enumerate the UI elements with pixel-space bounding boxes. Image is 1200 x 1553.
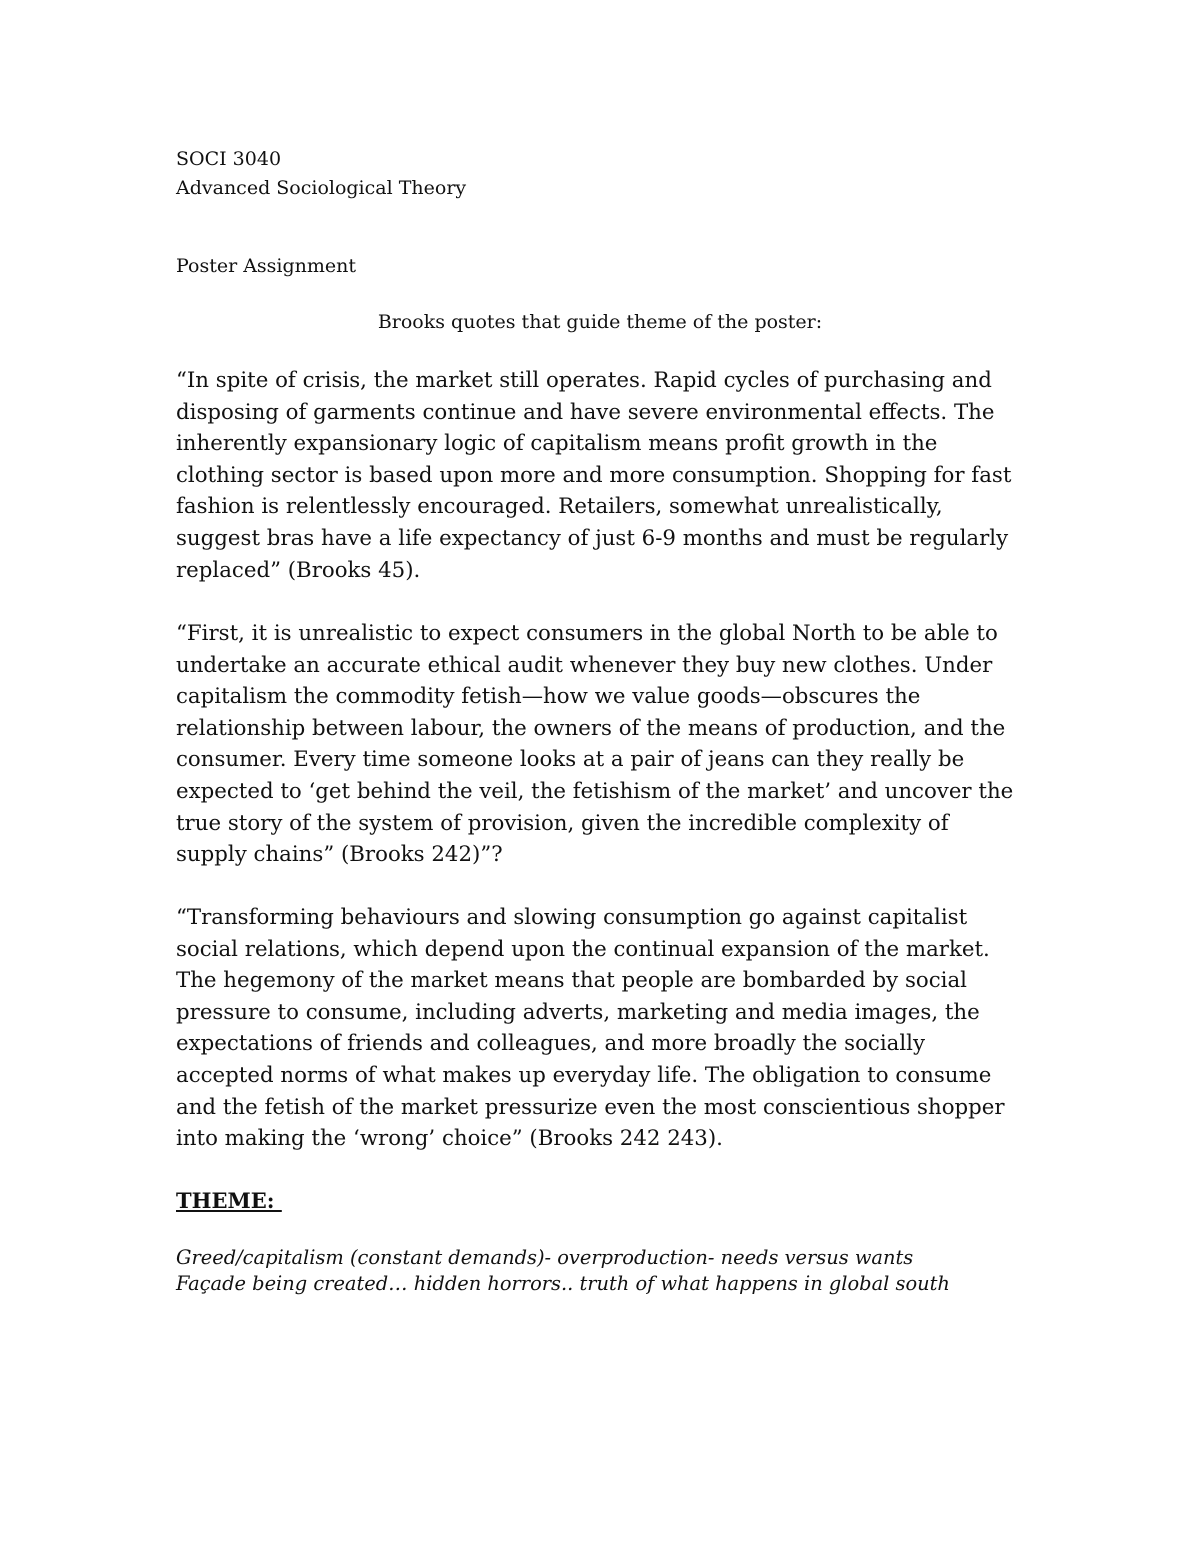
quotes-intro: Brooks quotes that guide theme of the poster: bbox=[377, 311, 823, 333]
theme-notes bbox=[176, 1245, 1036, 1297]
quote-line: supply chains” (Brooks 242)”? bbox=[176, 842, 503, 868]
course-code: SOCI 3040 bbox=[176, 148, 282, 170]
course-title: Advanced Sociological Theory bbox=[176, 177, 467, 199]
quote-line: inherently expansionary logic of capitalism means profit growth in the bbox=[176, 431, 938, 457]
quote-line: true story of the system of provision, given the incredible complexity of bbox=[176, 810, 949, 836]
quote-line: “In spite of crisis, the market still operates. Rapid cycles of purchasing and bbox=[176, 368, 992, 393]
quote-line: “Transforming behaviours and slowing consumption go against capitalist bbox=[176, 905, 968, 930]
quote-line: and the fetish of the market pressurize even the most conscientious shopper bbox=[176, 1094, 1005, 1120]
quote-line: into making the ‘wrong’ choice” (Brooks 242 243). bbox=[176, 1126, 723, 1152]
course-header bbox=[176, 145, 1036, 203]
quote-line: The hegemony of the market means that people are bombarded by social bbox=[176, 968, 967, 994]
assignment-title: Poster Assignment bbox=[176, 255, 357, 277]
quote-paragraph-2 bbox=[176, 618, 1036, 871]
quote-paragraph-3 bbox=[176, 902, 1036, 1155]
quote-line: relationship between labour, the owners of the means of production, and the bbox=[176, 715, 1006, 741]
quote-paragraph-1 bbox=[176, 365, 1036, 586]
quote-line: capitalism the commodity fetish—how we value goods—obscures the bbox=[176, 684, 921, 710]
theme-note: Greed/capitalism (constant demands)- overproduction- needs versus wants bbox=[176, 1246, 914, 1269]
quote-line: pressure to consume, including adverts, marketing and media images, the bbox=[176, 999, 980, 1025]
quote-line: undertake an accurate ethical audit whenever they buy new clothes. Under bbox=[176, 652, 993, 678]
theme-note: Façade being created… hidden horrors.. truth of what happens in global south bbox=[176, 1272, 950, 1295]
quote-line: expectations of friends and colleagues, and more broadly the socially bbox=[176, 1031, 925, 1057]
quote-line: suggest bras have a life expectancy of just 6-9 months and must be regularly bbox=[176, 525, 1009, 551]
quote-line: disposing of garments continue and have severe environmental effects. The bbox=[176, 399, 995, 425]
quote-line: clothing sector is based upon more and more consumption. Shopping for fast bbox=[176, 462, 1012, 488]
quote-line: accepted norms of what makes up everyday life. The obligation to consume bbox=[176, 1062, 992, 1088]
theme-heading: THEME: bbox=[176, 1188, 282, 1213]
quote-line: expected to ‘get behind the veil, the fetishism of the market’ and uncover the bbox=[176, 778, 1014, 804]
quote-line: replaced” (Brooks 45). bbox=[176, 557, 421, 583]
quote-line: fashion is relentlessly encouraged. Retailers, somewhat unrealistically, bbox=[176, 494, 943, 520]
quote-line: consumer. Every time someone looks at a pair of jeans can they really be bbox=[176, 747, 965, 773]
quote-line: social relations, which depend upon the continual expansion of the market. bbox=[176, 936, 990, 962]
quote-line: “First, it is unrealistic to expect consumers in the global North to be able to bbox=[176, 621, 998, 646]
